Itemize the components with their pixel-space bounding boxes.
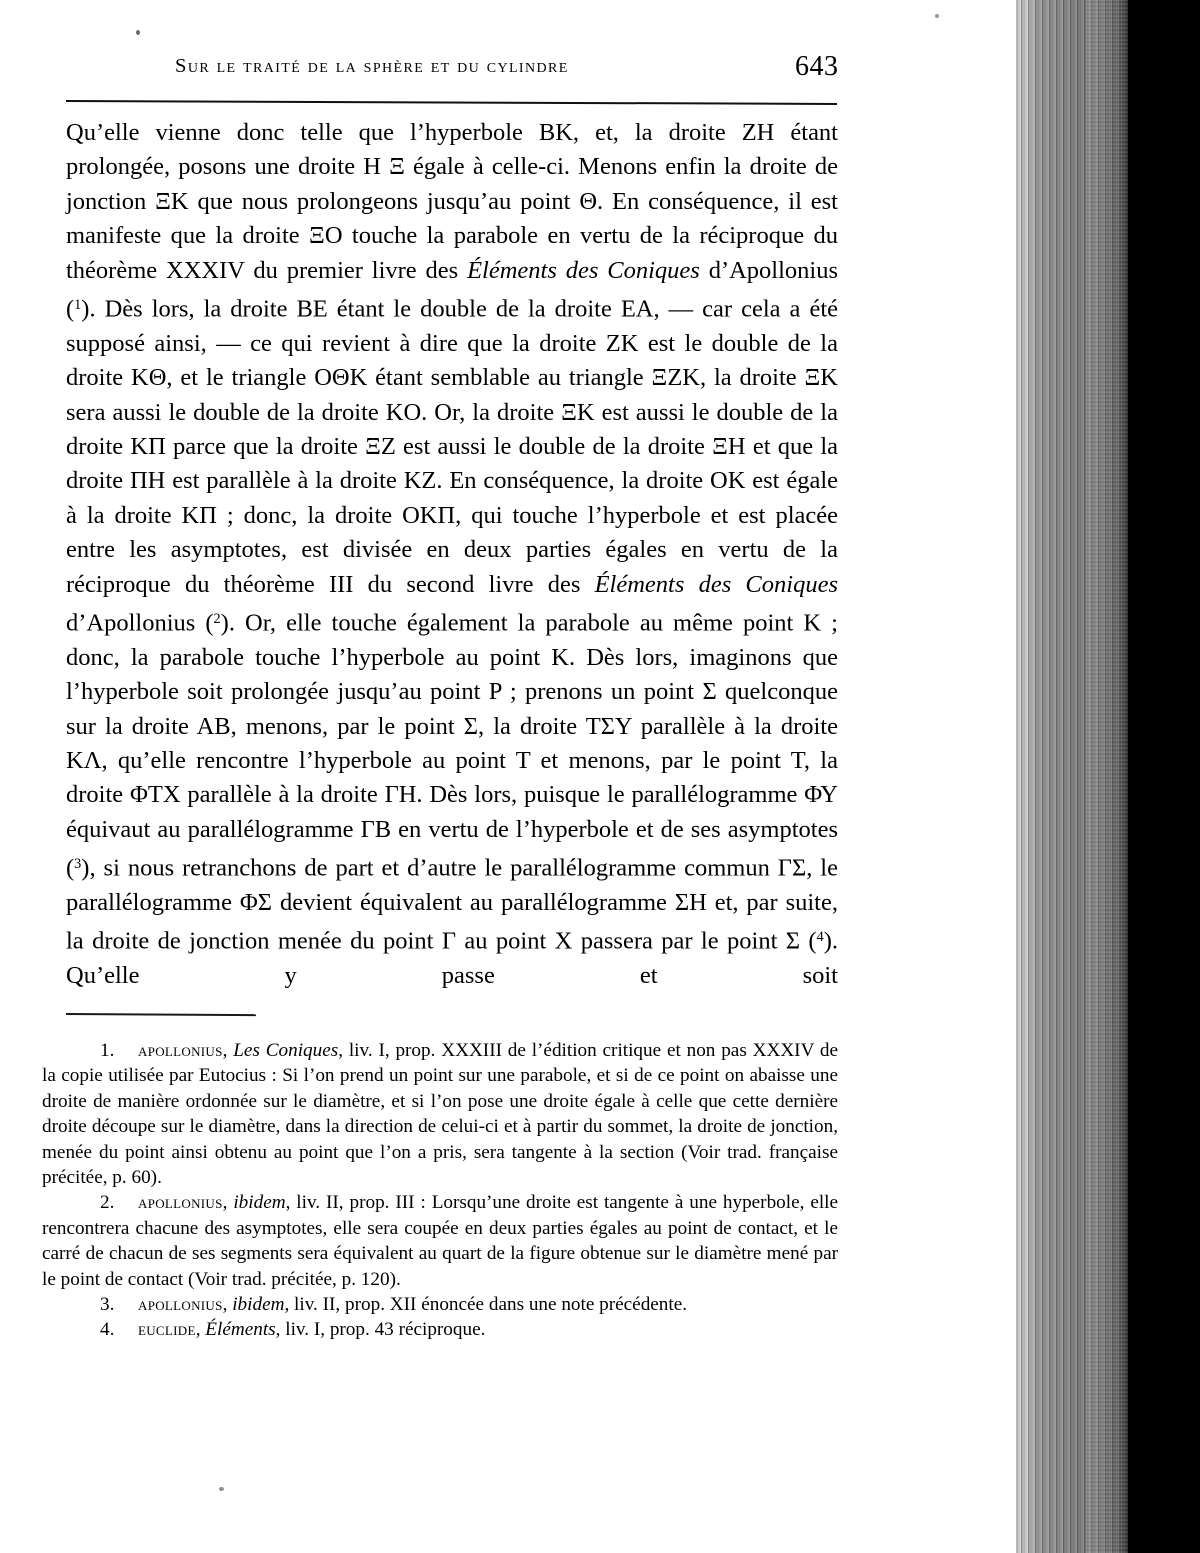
body-segment-5: ). Or, elle touche également la parabole au même point K ; donc, la parabole touche l’hyperbole au point K. Dès lors, imaginons que l’hyperbole soit prolongée jusqu’au point P ; prenons un point Σ quelconque sur la droite AB, menons, par le point Σ, la droite TΣΥ parallèle à la droite KΛ, qu’elle rencontre l’hyperbole au point T et menons, par le point T, la droite ΦTX parallèle à la droite ΓH. Dès lors, puisque le parallélogramme ΦΥ équivaut au parallélogramme ΓB en vertu de l’hyperbole et de ses asymptotes ( bbox=[66, 609, 838, 882]
footnote-author: apollonius bbox=[138, 1294, 223, 1316]
body-segment-3: ). Dès lors, la droite BE étant le double de la droite EA, — car cela a été supposé ainsi, — ce qui revient à dire que la droite ZK est le double de la droite KΘ, et le triangle OΘK étant semblable au triangle ΞZK, la droite ΞK sera aussi le double de la droite KO. Or, la droite ΞK est aussi le double de la droite KΠ parce que la droite ΞZ est aussi le double de la droite ΞH et que la droite ΠH est parallèle à la droite KZ. En conséquence, la droite OK est égale à la droite KΠ ; donc, la droite OKΠ, qui touche l’hyperbole et est placée entre les asymptotes, est divisée en deux parties égales en vertu de la réciproque du théorème III du second livre des bbox=[66, 295, 838, 598]
scan-speck-artifact-lower bbox=[219, 1487, 224, 1491]
footnote-work-title: Les Coniques bbox=[233, 1040, 339, 1061]
footnote-number: 3. bbox=[100, 1294, 115, 1316]
body-segment-6: ), si nous retranchons de part et d’autre le parallélogramme commun ΓΣ, le parallélogramme ΦΣ devient équivalent au parallélogramme ΣH et, par suite, la droite de jonction menée du point Γ au point X passera par le point Σ ( bbox=[66, 854, 838, 955]
footnote-item bbox=[42, 1190, 838, 1292]
footnote-item bbox=[42, 1292, 838, 1317]
footnote-author: apollonius bbox=[138, 1040, 223, 1061]
footnote-separator: , bbox=[195, 1319, 206, 1341]
body-segment-7: ). Qu’elle y passe et soit bbox=[66, 927, 838, 990]
work-title-elements-coniques-2: Éléments des Coniques bbox=[594, 570, 838, 598]
footnote-separator: , bbox=[222, 1294, 233, 1316]
body-paragraph bbox=[66, 116, 838, 994]
footnote-ref-3[interactable]: 3 bbox=[74, 856, 82, 873]
work-title-elements-coniques-1: Éléments des Coniques bbox=[467, 256, 700, 284]
footnotes-block bbox=[42, 1038, 838, 1343]
scan-page-edge-black bbox=[1128, 0, 1200, 1553]
footnote-separator: , bbox=[222, 1192, 234, 1214]
footnote-author: euclide bbox=[138, 1319, 196, 1341]
footnote-number: 4. bbox=[100, 1319, 115, 1341]
body-segment-2: d’Apollonius ( bbox=[66, 256, 838, 323]
footnote-ref-2[interactable]: 2 bbox=[213, 611, 221, 628]
body-segment-1: Qu’elle vienne donc telle que l’hyperbole BK, et, la droite ZH étant prolongée, posons une droite H Ξ égale à celle-ci. Menons enfin la droite de jonction ΞK que nous prolongeons jusqu’au point Θ. En conséquence, il est manifeste que la droite ΞO touche la parabole en vertu de la réciproque du théorème XXXIV du premier livre des bbox=[66, 119, 838, 284]
footnote-item bbox=[42, 1038, 838, 1190]
running-head bbox=[0, 51, 1016, 95]
footnote-ref-1[interactable]: 1 bbox=[74, 297, 82, 314]
body-segment-4: d’Apollonius ( bbox=[66, 609, 214, 637]
header-rule bbox=[66, 100, 837, 105]
scan-speck-artifact-top-right bbox=[935, 14, 939, 18]
footnote-work-title: Éléments bbox=[205, 1319, 276, 1341]
footnote-text: , liv. I, prop. XXXIII de l’édition critique et non pas XXXIV de la copie utilisée par Eutocius : Si l’on prend un point sur une parabole, et si de ce point on abaisse une droite de manière ordonnée sur le diamètre, et si l’on pose une droite égale à celle que cette dernière droite découpe sur le diamètre, dans la direction de celui-ci et à partir du sommet, la droite de jonction, menée du point ainsi obtenu au point que l’on a pris, sera tangente à la section (Voir trad. française précitée, p. 60). bbox=[42, 1040, 838, 1189]
footnote-author: apollonius bbox=[138, 1192, 223, 1214]
footnote-text: , liv. I, prop. 43 réciproque. bbox=[275, 1319, 486, 1341]
body-text bbox=[66, 116, 838, 994]
scan-speck-artifact bbox=[136, 30, 140, 35]
footnote-number: 2. bbox=[100, 1192, 115, 1214]
footnote-number: 1. bbox=[100, 1040, 115, 1061]
footnote-text: , liv. II, prop. XII énoncée dans une note précédente. bbox=[284, 1294, 688, 1316]
footnote-work-title: ibidem bbox=[232, 1294, 285, 1316]
running-title: Sur le traité de la sphère et du cylindre bbox=[175, 55, 569, 77]
footnote-ref-4[interactable]: 4 bbox=[816, 929, 824, 946]
page-number: 643 bbox=[795, 51, 839, 82]
footnote-separator-rule bbox=[66, 1013, 256, 1016]
footnote-work-title: ibidem bbox=[233, 1192, 286, 1214]
footnote-separator: , bbox=[222, 1040, 234, 1061]
footnote-item bbox=[42, 1317, 838, 1342]
footnote-text: , liv. II, prop. III : Lorsqu’une droite est tangente à une hyperbole, elle rencontrera chacune des asymptotes, elle sera coupée en deux parties égales au point de contact, et le carré de chacun de ses segments sera équivalent au quart de la figure obtenue sur le diamètre mené par le point de contact (Voir trad. précitée, p. 120). bbox=[42, 1192, 839, 1290]
